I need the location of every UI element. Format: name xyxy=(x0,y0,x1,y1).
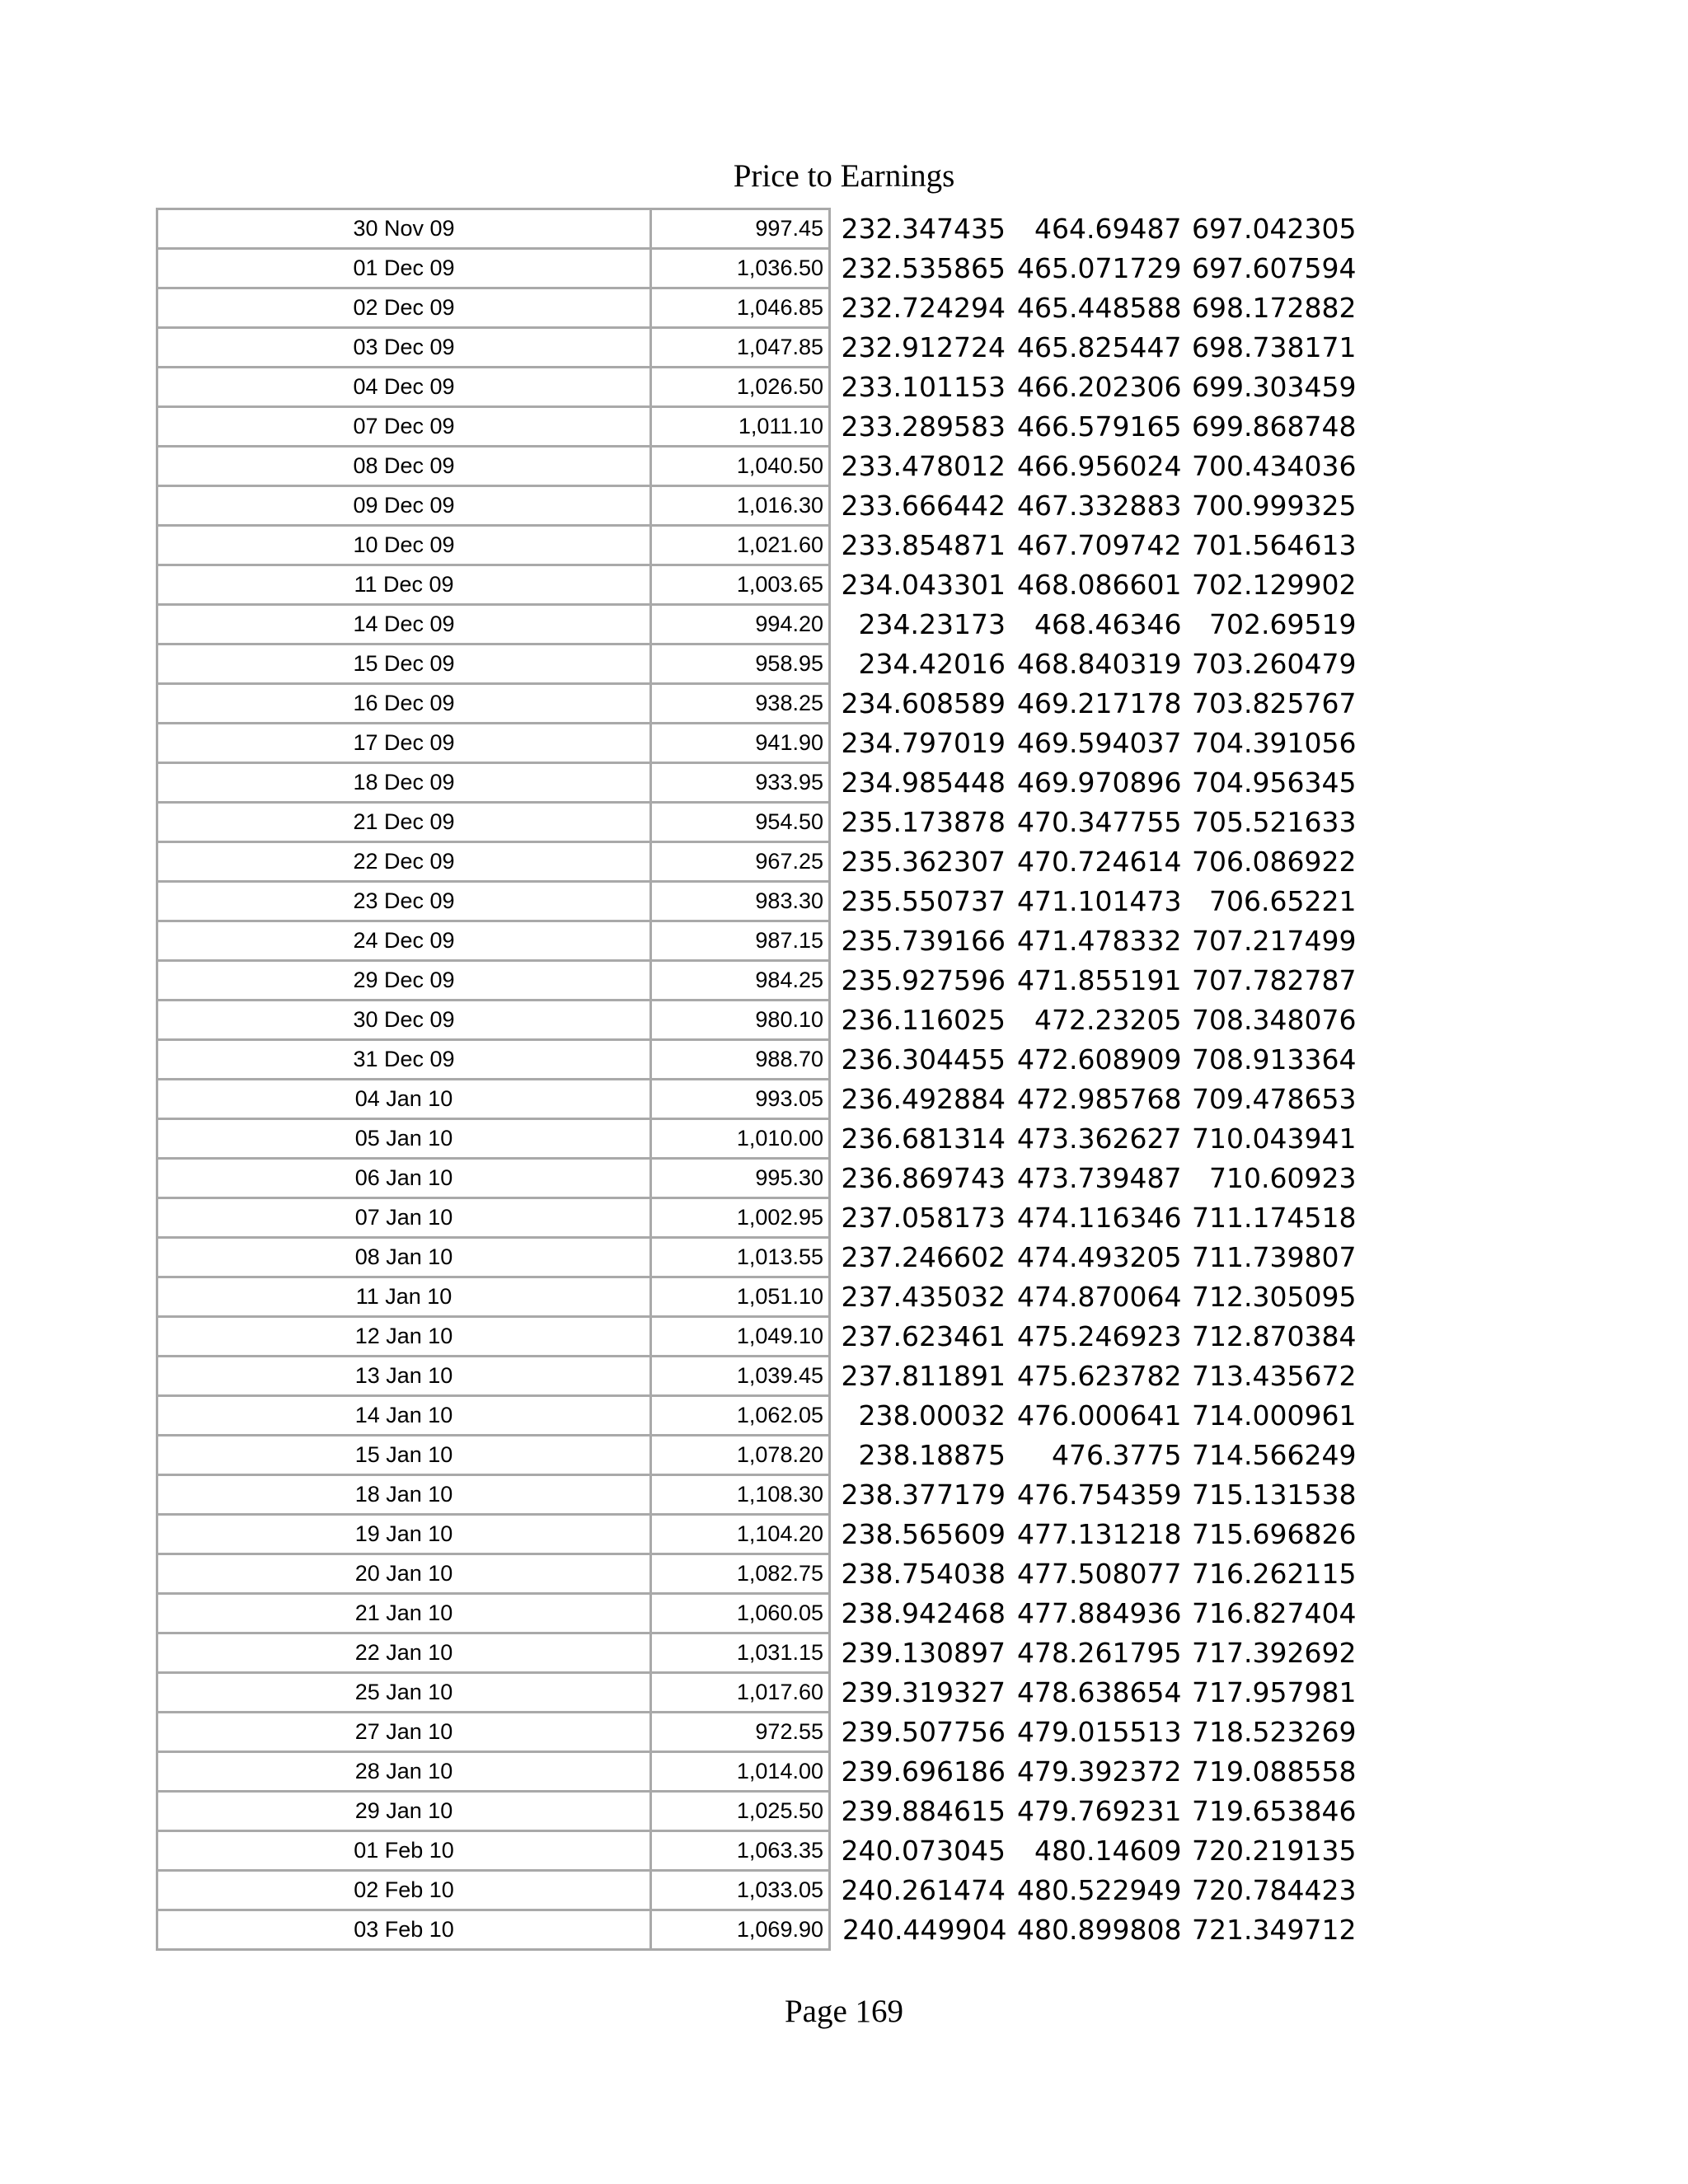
date-cell: 14 Jan 10 xyxy=(157,1396,651,1436)
value-2-cell: 475.246923 xyxy=(1017,1320,1182,1352)
date-cell: 05 Jan 10 xyxy=(157,1119,651,1159)
value-3-cell: 713.435672 xyxy=(1192,1360,1357,1392)
price-cell: 1,016.30 xyxy=(651,486,830,526)
value-3-cell: 698.172882 xyxy=(1192,292,1357,324)
value-2-cell: 465.071729 xyxy=(1017,252,1182,284)
value-2-cell: 465.825447 xyxy=(1017,331,1182,363)
value-1-cell: 239.884615 xyxy=(841,1795,1006,1827)
value-2-cell: 480.522949 xyxy=(1017,1874,1182,1906)
table-row xyxy=(157,1396,1357,1436)
value-3-cell: 718.523269 xyxy=(1192,1716,1357,1748)
value-2-cell: 470.724614 xyxy=(1017,846,1182,878)
price-cell: 988.70 xyxy=(651,1040,830,1080)
value-2-cell: 471.855191 xyxy=(1017,964,1182,996)
table-row xyxy=(157,842,1357,882)
value-3-cell: 710.60923 xyxy=(1209,1162,1357,1194)
date-cell: 04 Dec 09 xyxy=(157,368,651,407)
price-cell: 1,049.10 xyxy=(651,1317,830,1357)
value-2-cell: 478.261795 xyxy=(1017,1637,1182,1669)
table-row xyxy=(157,1238,1357,1277)
value-2-cell: 470.347755 xyxy=(1017,806,1182,838)
page-title: Price to Earnings xyxy=(733,158,955,194)
value-1-cell: 235.927596 xyxy=(841,964,1006,996)
table-row xyxy=(157,1436,1357,1475)
value-3-cell: 697.042305 xyxy=(1192,213,1357,245)
value-2-cell: 477.884936 xyxy=(1017,1597,1182,1629)
table-row xyxy=(157,684,1357,724)
value-3-cell: 703.825767 xyxy=(1192,687,1357,719)
price-cell: 938.25 xyxy=(651,684,830,724)
value-3-cell: 716.827404 xyxy=(1192,1597,1357,1629)
table-row xyxy=(157,1515,1357,1554)
table-row xyxy=(157,724,1357,763)
table-row xyxy=(157,1198,1357,1238)
date-cell: 04 Jan 10 xyxy=(157,1080,651,1119)
value-3-cell: 717.957981 xyxy=(1192,1676,1357,1708)
table-row xyxy=(157,328,1357,368)
value-2-cell: 464.69487 xyxy=(1034,213,1182,245)
value-2-cell: 472.985768 xyxy=(1017,1083,1182,1115)
date-cell: 25 Jan 10 xyxy=(157,1673,651,1713)
price-cell: 994.20 xyxy=(651,605,830,644)
price-cell: 1,046.85 xyxy=(651,288,830,328)
price-cell: 1,031.15 xyxy=(651,1633,830,1673)
value-1-cell: 236.869743 xyxy=(841,1162,1006,1194)
value-2-cell: 474.493205 xyxy=(1017,1241,1182,1273)
date-cell: 20 Jan 10 xyxy=(157,1554,651,1594)
value-3-cell: 717.392692 xyxy=(1192,1637,1357,1669)
table-row xyxy=(157,447,1357,486)
value-1-cell: 236.492884 xyxy=(841,1083,1006,1115)
value-1-cell: 232.347435 xyxy=(841,213,1006,245)
table-row xyxy=(157,565,1357,605)
value-1-cell: 237.246602 xyxy=(841,1241,1006,1273)
date-cell: 31 Dec 09 xyxy=(157,1040,651,1080)
price-cell: 1,021.60 xyxy=(651,526,830,565)
table-row xyxy=(157,1910,1357,1950)
table-row xyxy=(157,1277,1357,1317)
value-3-cell: 720.219135 xyxy=(1192,1835,1357,1867)
value-2-cell: 477.131218 xyxy=(1017,1518,1182,1550)
value-1-cell: 240.073045 xyxy=(841,1835,1006,1867)
date-cell: 06 Jan 10 xyxy=(157,1159,651,1198)
value-3-cell: 698.738171 xyxy=(1192,331,1357,363)
date-cell: 22 Jan 10 xyxy=(157,1633,651,1673)
date-cell: 14 Dec 09 xyxy=(157,605,651,644)
value-1-cell: 239.319327 xyxy=(841,1676,1006,1708)
value-1-cell: 238.377179 xyxy=(841,1479,1006,1511)
price-cell: 1,036.50 xyxy=(651,249,830,288)
price-cell: 987.15 xyxy=(651,921,830,961)
date-cell: 07 Dec 09 xyxy=(157,407,651,447)
table-row xyxy=(157,407,1357,447)
value-3-cell: 701.564613 xyxy=(1192,529,1357,561)
table-row xyxy=(157,1119,1357,1159)
date-cell: 28 Jan 10 xyxy=(157,1752,651,1792)
date-cell: 01 Dec 09 xyxy=(157,249,651,288)
date-cell: 02 Dec 09 xyxy=(157,288,651,328)
value-2-cell: 472.23205 xyxy=(1034,1004,1182,1036)
table-row xyxy=(157,1792,1357,1831)
value-1-cell: 235.550737 xyxy=(841,885,1006,917)
value-3-cell: 702.129902 xyxy=(1192,569,1357,601)
value-1-cell: 237.435032 xyxy=(841,1281,1006,1313)
table-row xyxy=(157,1871,1357,1910)
value-3-cell: 706.086922 xyxy=(1192,846,1357,878)
table-row xyxy=(157,921,1357,961)
price-cell: 1,069.90 xyxy=(651,1910,830,1950)
value-2-cell: 476.754359 xyxy=(1017,1479,1182,1511)
value-1-cell: 232.535865 xyxy=(841,252,1006,284)
price-cell: 1,039.45 xyxy=(651,1357,830,1396)
value-3-cell: 699.868748 xyxy=(1192,410,1357,443)
price-earnings-table xyxy=(156,208,1357,1951)
table-row xyxy=(157,1357,1357,1396)
value-1-cell: 238.565609 xyxy=(841,1518,1006,1550)
value-1-cell: 237.623461 xyxy=(841,1320,1006,1352)
date-cell: 11 Jan 10 xyxy=(157,1277,651,1317)
value-1-cell: 237.058173 xyxy=(841,1202,1006,1234)
value-3-cell: 706.65221 xyxy=(1209,885,1357,917)
date-cell: 07 Jan 10 xyxy=(157,1198,651,1238)
table-row xyxy=(157,1633,1357,1673)
value-1-cell: 234.043301 xyxy=(841,569,1006,601)
value-2-cell: 466.579165 xyxy=(1017,410,1182,443)
price-cell: 997.45 xyxy=(651,209,830,249)
price-cell: 1,060.05 xyxy=(651,1594,830,1633)
date-cell: 19 Jan 10 xyxy=(157,1515,651,1554)
table-row xyxy=(157,1673,1357,1713)
table-row xyxy=(157,526,1357,565)
value-3-cell: 715.696826 xyxy=(1192,1518,1357,1550)
value-1-cell: 233.289583 xyxy=(841,410,1006,443)
value-1-cell: 239.130897 xyxy=(841,1637,1006,1669)
value-1-cell: 239.696186 xyxy=(841,1755,1006,1788)
value-1-cell: 233.101153 xyxy=(841,371,1006,403)
table-body xyxy=(157,209,1357,1950)
date-cell: 01 Feb 10 xyxy=(157,1831,651,1871)
price-cell: 1,025.50 xyxy=(651,1792,830,1831)
price-cell: 1,011.10 xyxy=(651,407,830,447)
table-row xyxy=(157,1752,1357,1792)
value-3-cell: 709.478653 xyxy=(1192,1083,1357,1115)
date-cell: 30 Nov 09 xyxy=(157,209,651,249)
date-cell: 03 Dec 09 xyxy=(157,328,651,368)
price-cell: 1,062.05 xyxy=(651,1396,830,1436)
value-2-cell: 466.202306 xyxy=(1017,371,1182,403)
value-2-cell: 468.46346 xyxy=(1034,608,1182,640)
value-1-cell: 240.261474 xyxy=(841,1874,1006,1906)
price-cell: 1,051.10 xyxy=(651,1277,830,1317)
date-cell: 02 Feb 10 xyxy=(157,1871,651,1910)
value-1-cell: 238.754038 xyxy=(841,1558,1006,1590)
value-3-cell: 711.739807 xyxy=(1192,1241,1357,1273)
value-1-cell: 238.00032 xyxy=(858,1399,1006,1432)
value-1-cell: 238.18875 xyxy=(858,1439,1006,1471)
price-cell: 1,033.05 xyxy=(651,1871,830,1910)
price-cell: 1,104.20 xyxy=(651,1515,830,1554)
date-cell: 16 Dec 09 xyxy=(157,684,651,724)
price-cell: 1,014.00 xyxy=(651,1752,830,1792)
price-cell: 954.50 xyxy=(651,803,830,842)
value-3-cell: 714.566249 xyxy=(1192,1439,1357,1471)
value-3-cell: 711.174518 xyxy=(1192,1202,1357,1234)
price-cell: 967.25 xyxy=(651,842,830,882)
price-cell: 995.30 xyxy=(651,1159,830,1198)
price-cell: 1,047.85 xyxy=(651,328,830,368)
value-3-cell: 715.131538 xyxy=(1192,1479,1357,1511)
value-1-cell: 234.608589 xyxy=(841,687,1006,719)
value-2-cell: 466.956024 xyxy=(1017,450,1182,482)
date-cell: 08 Jan 10 xyxy=(157,1238,651,1277)
date-cell: 24 Dec 09 xyxy=(157,921,651,961)
date-cell: 12 Jan 10 xyxy=(157,1317,651,1357)
value-3-cell: 714.000961 xyxy=(1192,1399,1357,1432)
value-2-cell: 479.769231 xyxy=(1017,1795,1182,1827)
date-cell: 27 Jan 10 xyxy=(157,1713,651,1752)
value-1-cell: 237.811891 xyxy=(841,1360,1006,1392)
table-row xyxy=(157,1831,1357,1871)
price-cell: 1,010.00 xyxy=(651,1119,830,1159)
value-3-cell: 704.391056 xyxy=(1192,727,1357,759)
value-1-cell: 234.42016 xyxy=(858,648,1006,680)
price-cell: 1,017.60 xyxy=(651,1673,830,1713)
value-3-cell: 704.956345 xyxy=(1192,766,1357,799)
value-2-cell: 473.739487 xyxy=(1017,1162,1182,1194)
date-cell: 22 Dec 09 xyxy=(157,842,651,882)
price-cell: 941.90 xyxy=(651,724,830,763)
value-2-cell: 478.638654 xyxy=(1017,1676,1182,1708)
value-3-cell: 705.521633 xyxy=(1192,806,1357,838)
value-2-cell: 479.015513 xyxy=(1017,1716,1182,1748)
value-1-cell: 235.739166 xyxy=(841,925,1006,957)
value-2-cell: 476.000641 xyxy=(1017,1399,1182,1432)
table-row xyxy=(157,961,1357,1001)
value-3-cell: 720.784423 xyxy=(1192,1874,1357,1906)
date-cell: 21 Dec 09 xyxy=(157,803,651,842)
value-1-cell: 238.942468 xyxy=(841,1597,1006,1629)
table-row xyxy=(157,1001,1357,1040)
value-3-cell: 712.305095 xyxy=(1192,1281,1357,1313)
date-cell: 18 Dec 09 xyxy=(157,763,651,803)
value-1-cell: 234.985448 xyxy=(841,766,1006,799)
table-row xyxy=(157,249,1357,288)
value-1-cell: 235.173878 xyxy=(841,806,1006,838)
table-row xyxy=(157,1080,1357,1119)
value-2-cell: 465.448588 xyxy=(1017,292,1182,324)
value-3-cell: 707.217499 xyxy=(1192,925,1357,957)
value-2-cell: 480.14609 xyxy=(1034,1835,1182,1867)
date-cell: 29 Jan 10 xyxy=(157,1792,651,1831)
date-cell: 11 Dec 09 xyxy=(157,565,651,605)
value-1-cell: 236.116025 xyxy=(841,1004,1006,1036)
date-cell: 17 Dec 09 xyxy=(157,724,651,763)
value-3-cell: 719.088558 xyxy=(1192,1755,1357,1788)
date-cell: 15 Jan 10 xyxy=(157,1436,651,1475)
value-1-cell: 232.724294 xyxy=(841,292,1006,324)
value-2-cell: 476.3775 xyxy=(1052,1439,1182,1471)
date-cell: 13 Jan 10 xyxy=(157,1357,651,1396)
value-1-cell: 236.681314 xyxy=(841,1122,1006,1155)
value-1-cell: 233.478012 xyxy=(841,450,1006,482)
value-1-cell: 235.362307 xyxy=(841,846,1006,878)
date-cell: 29 Dec 09 xyxy=(157,961,651,1001)
date-cell: 10 Dec 09 xyxy=(157,526,651,565)
value-2-cell: 468.086601 xyxy=(1017,569,1182,601)
value-3-cell: 697.607594 xyxy=(1192,252,1357,284)
value-2-cell: 469.970896 xyxy=(1017,766,1182,799)
date-cell: 09 Dec 09 xyxy=(157,486,651,526)
table-row xyxy=(157,1475,1357,1515)
value-1-cell: 234.797019 xyxy=(841,727,1006,759)
table-row xyxy=(157,644,1357,684)
value-3-cell: 710.043941 xyxy=(1192,1122,1357,1155)
price-cell: 1,108.30 xyxy=(651,1475,830,1515)
price-cell: 1,002.95 xyxy=(651,1198,830,1238)
table-row xyxy=(157,1713,1357,1752)
table-row xyxy=(157,1159,1357,1198)
table-row xyxy=(157,882,1357,921)
value-3-cell: 703.260479 xyxy=(1192,648,1357,680)
date-cell: 23 Dec 09 xyxy=(157,882,651,921)
price-cell: 1,078.20 xyxy=(651,1436,830,1475)
date-cell: 03 Feb 10 xyxy=(157,1910,651,1950)
value-3-cell: 712.870384 xyxy=(1192,1320,1357,1352)
date-cell: 21 Jan 10 xyxy=(157,1594,651,1633)
price-cell: 993.05 xyxy=(651,1080,830,1119)
value-2-cell: 474.116346 xyxy=(1017,1202,1182,1234)
price-cell: 1,026.50 xyxy=(651,368,830,407)
price-cell: 1,082.75 xyxy=(651,1554,830,1594)
table-row xyxy=(157,1554,1357,1594)
value-3-cell: 700.434036 xyxy=(1192,450,1357,482)
table-row xyxy=(157,486,1357,526)
date-cell: 15 Dec 09 xyxy=(157,644,651,684)
value-2-cell: 472.608909 xyxy=(1017,1043,1182,1076)
value-3-cell: 708.348076 xyxy=(1192,1004,1357,1036)
value-2-cell: 475.623782 xyxy=(1017,1360,1182,1392)
value-3-cell: 716.262115 xyxy=(1192,1558,1357,1590)
value-1-cell: 239.507756 xyxy=(841,1716,1006,1748)
value-1-cell: 236.304455 xyxy=(841,1043,1006,1076)
table-row xyxy=(157,288,1357,328)
value-2-cell: 467.709742 xyxy=(1017,529,1182,561)
value-3-cell: 707.782787 xyxy=(1192,964,1357,996)
value-2-cell: 473.362627 xyxy=(1017,1122,1182,1155)
price-cell: 1,063.35 xyxy=(651,1831,830,1871)
table-row xyxy=(157,763,1357,803)
value-2-cell: 471.478332 xyxy=(1017,925,1182,957)
price-cell: 1,040.50 xyxy=(651,447,830,486)
date-cell: 18 Jan 10 xyxy=(157,1475,651,1515)
value-3-cell: 699.303459 xyxy=(1192,371,1357,403)
table-row xyxy=(157,368,1357,407)
value-3-cell: 719.653846 xyxy=(1192,1795,1357,1827)
date-cell: 30 Dec 09 xyxy=(157,1001,651,1040)
value-1-cell: 233.854871 xyxy=(841,529,1006,561)
price-cell: 984.25 xyxy=(651,961,830,1001)
page-number: Page 169 xyxy=(784,1994,904,2029)
price-cell: 972.55 xyxy=(651,1713,830,1752)
date-cell: 08 Dec 09 xyxy=(157,447,651,486)
value-2-cell: 467.332883 xyxy=(1017,490,1182,522)
value-2-cell: 474.870064 xyxy=(1017,1281,1182,1313)
price-cell: 980.10 xyxy=(651,1001,830,1040)
price-cell: 933.95 xyxy=(651,763,830,803)
value-3-cell: 708.913364 xyxy=(1192,1043,1357,1076)
table-row xyxy=(157,803,1357,842)
value-1-cell: 234.23173 xyxy=(858,608,1006,640)
value-3-cell: 702.69519 xyxy=(1209,608,1357,640)
table-row xyxy=(157,1040,1357,1080)
value-2-cell: 471.101473 xyxy=(1017,885,1182,917)
price-cell: 1,003.65 xyxy=(651,565,830,605)
value-3-cell: 721.349712 xyxy=(1192,1914,1357,1946)
table-row xyxy=(157,605,1357,644)
value-1-cell: 240.449904 xyxy=(842,1914,1007,1946)
value-2-cell: 468.840319 xyxy=(1017,648,1182,680)
value-2-cell: 469.594037 xyxy=(1017,727,1182,759)
value-1-cell: 232.912724 xyxy=(841,331,1006,363)
value-2-cell: 477.508077 xyxy=(1017,1558,1182,1590)
price-cell: 983.30 xyxy=(651,882,830,921)
price-cell: 1,013.55 xyxy=(651,1238,830,1277)
table-row xyxy=(157,1594,1357,1633)
price-cell: 958.95 xyxy=(651,644,830,684)
table-row xyxy=(157,1317,1357,1357)
value-3-cell: 700.999325 xyxy=(1192,490,1357,522)
value-1-cell: 233.666442 xyxy=(841,490,1006,522)
table-row xyxy=(157,209,1357,249)
value-2-cell: 480.899808 xyxy=(1017,1914,1182,1946)
value-2-cell: 479.392372 xyxy=(1017,1755,1182,1788)
value-2-cell: 469.217178 xyxy=(1017,687,1182,719)
